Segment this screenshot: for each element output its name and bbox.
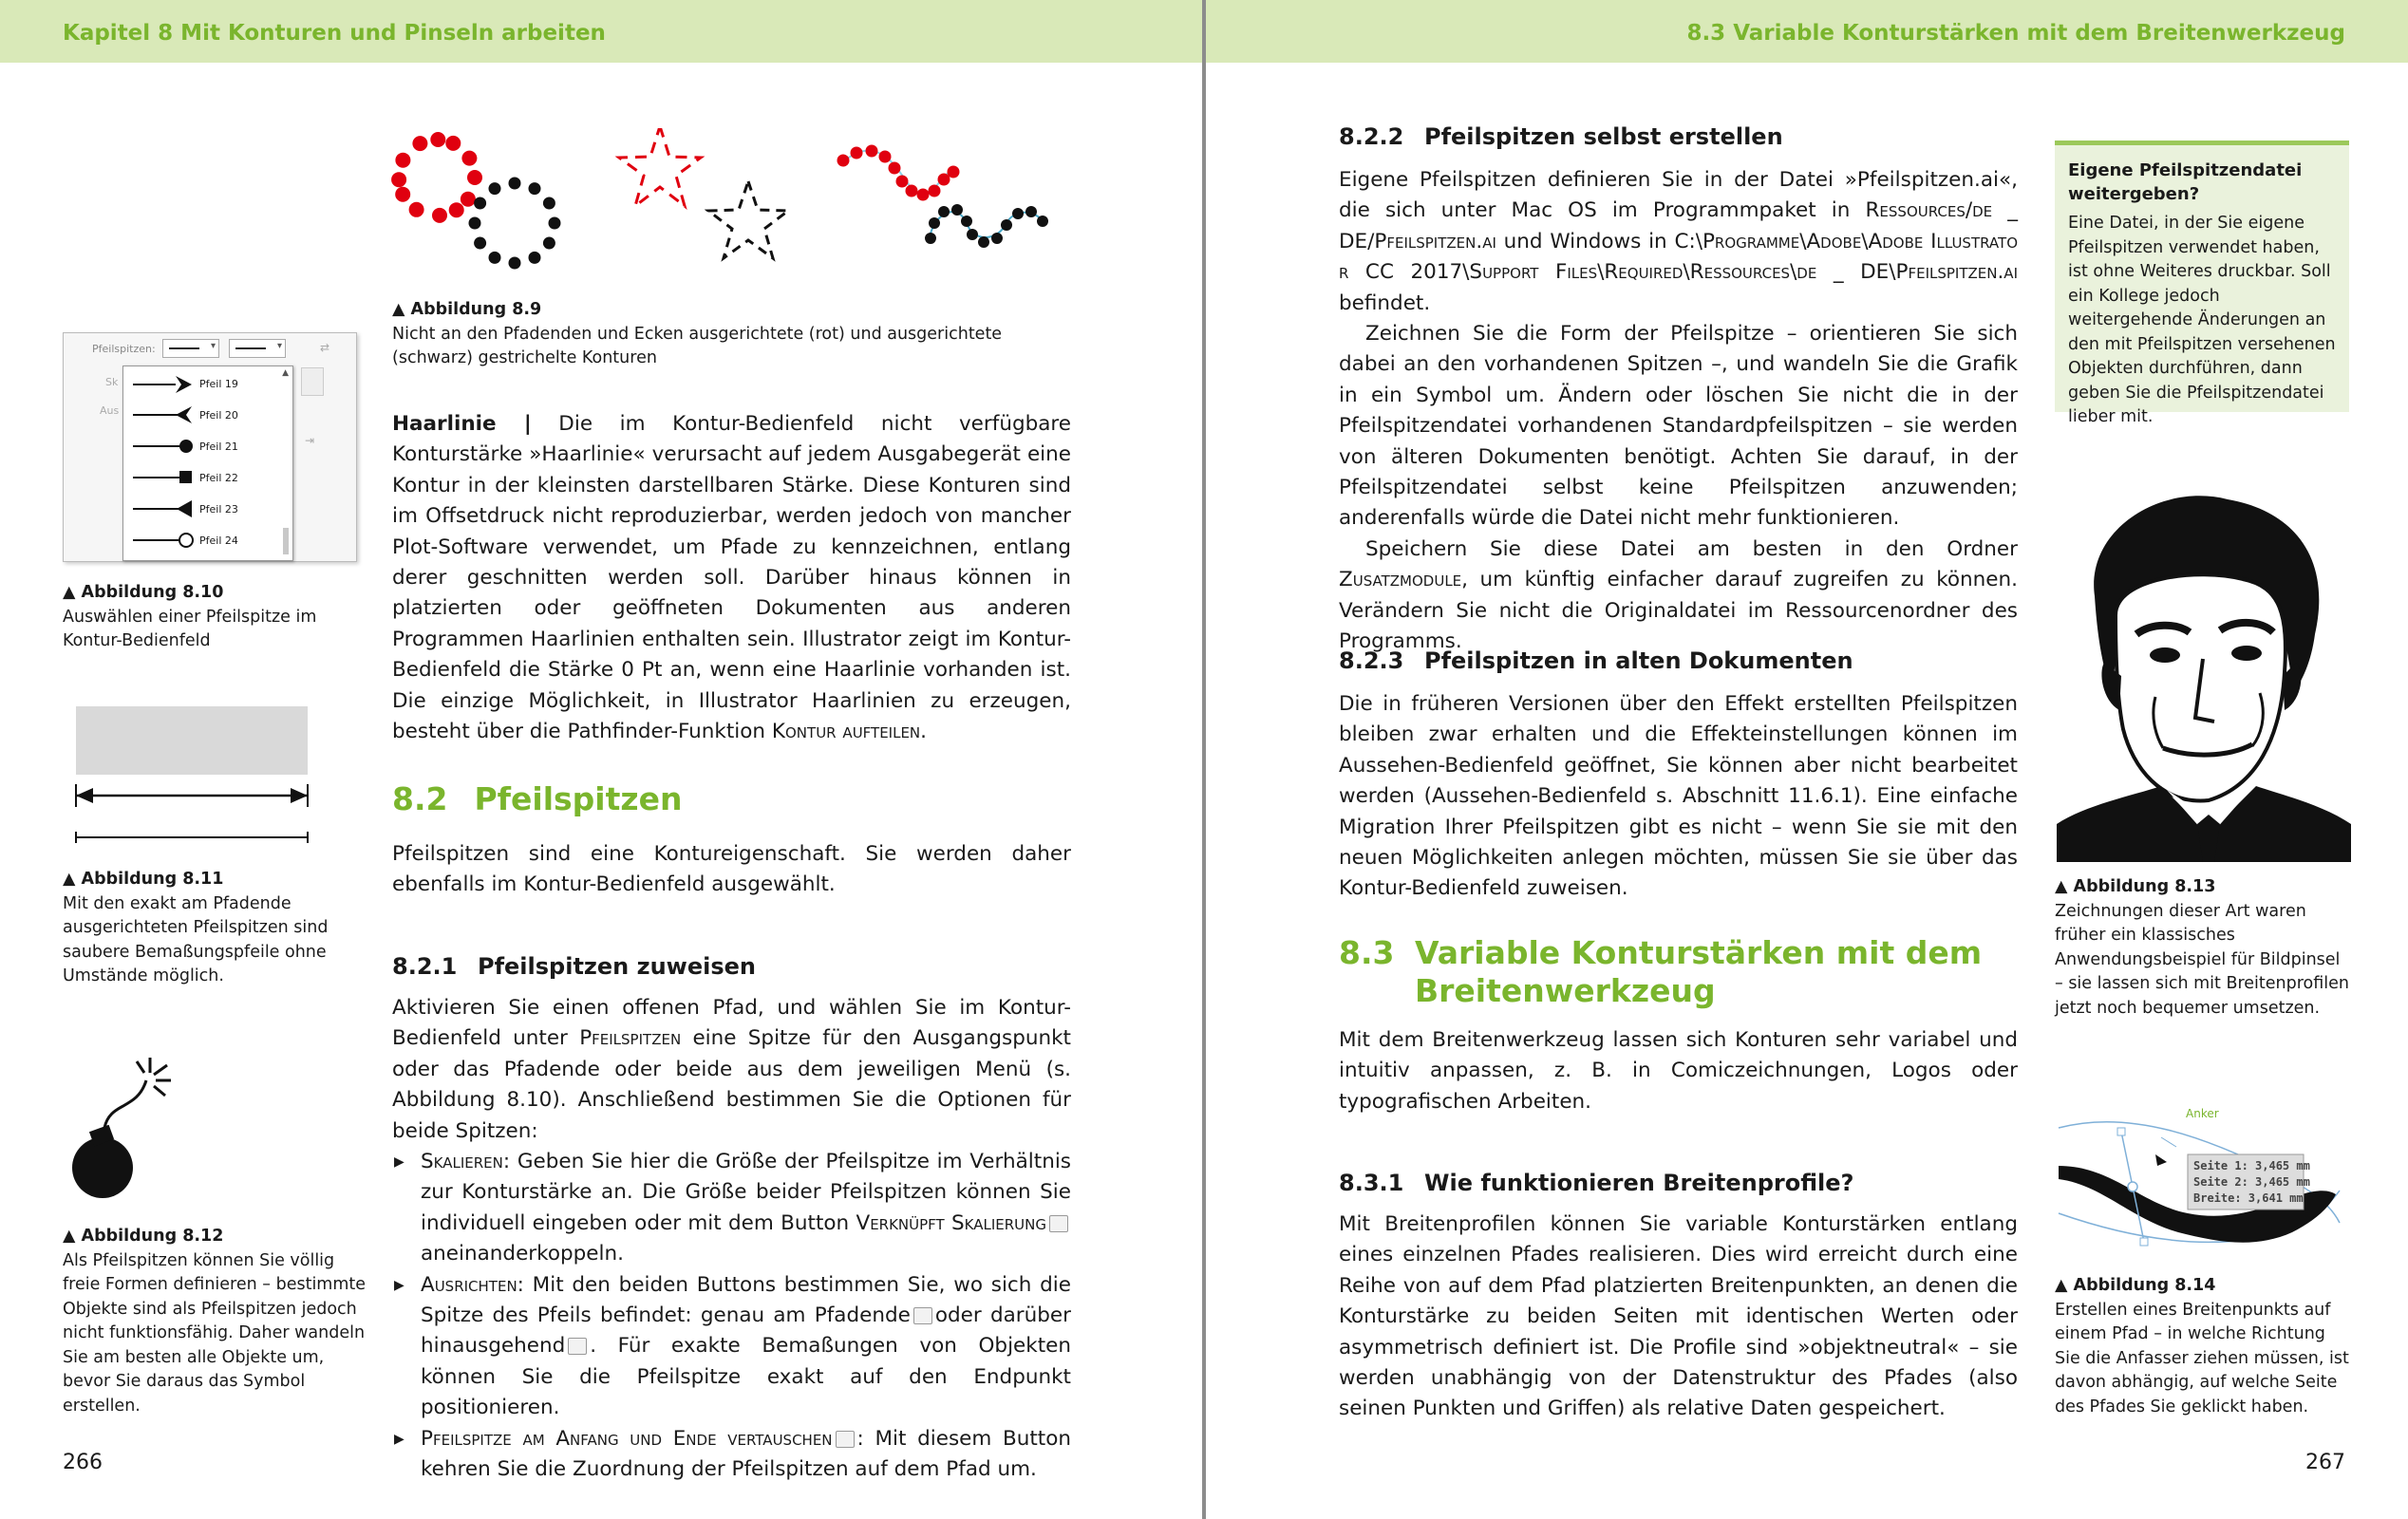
- menu-item[interactable]: Pfeil 23: [199, 503, 238, 516]
- paragraph-text: Pfeilspitzen sind eine Kontureigenschaft. Sie werden daher ebenfalls im Kontur-Bedienfeld ausgewählt.: [392, 842, 1071, 897]
- dash-dot: [1037, 216, 1048, 227]
- section-title: Breitenwerkzeug: [1415, 972, 1716, 1009]
- left-page: [0, 0, 1202, 1519]
- subsection-heading-8-2-1: [392, 953, 756, 980]
- caption-text: Auswählen einer Pfeilspitze im Kontur-Bedienfeld: [63, 607, 317, 650]
- section-number: 8.3.1: [1339, 1170, 1404, 1196]
- dash-dot: [879, 151, 892, 163]
- caption-label: ▲ Abbildung 8.10: [63, 583, 224, 602]
- red-wave-dots: [837, 145, 960, 201]
- section-title: Wie funktionieren Breitenprofile?: [1424, 1170, 1854, 1196]
- menu-term: Kontur aufteilen: [771, 720, 921, 744]
- align-end-icon: [913, 1307, 932, 1324]
- tooltip-line: Breite: 3,641 mm: [2193, 1191, 2304, 1205]
- right-page: [1206, 0, 2408, 1519]
- dash-dot: [409, 202, 424, 217]
- paragraph-8-2-3: [1339, 689, 2018, 905]
- text-run: Aktivieren Sie einen offenen Pfad, und wählen Sie im Kontur-Bedienfeld unter: [392, 996, 1071, 1051]
- panel-label: Pfeilspitzen:: [92, 343, 156, 355]
- figure-8-12-bomb: [63, 1044, 215, 1206]
- dash-dot: [889, 162, 901, 175]
- header-title: 8.3 Variable Konturstärken mit dem Breitenwerkzeug: [1686, 21, 2345, 46]
- dash-dot: [395, 153, 410, 168]
- dash-dot: [461, 151, 477, 166]
- dash-dot: [509, 257, 521, 270]
- paragraph-haarlinie: [392, 409, 1071, 747]
- section-number: 8.2.3: [1339, 647, 1404, 674]
- dash-dot: [543, 197, 555, 210]
- paragraph-8-3: [1339, 1025, 2018, 1117]
- dash-dot: [549, 217, 561, 230]
- black-wave-dots: [925, 204, 1048, 248]
- dash-dot: [449, 202, 464, 217]
- align-beyond-icon: [568, 1338, 587, 1355]
- dash-dot: [967, 229, 978, 240]
- red-dashed-star: [619, 128, 701, 206]
- folder-name: Zusatzmodule: [1339, 568, 1462, 592]
- menu-item[interactable]: Pfeil 20: [199, 409, 238, 422]
- caption-label: ▲ Abbildung 8.9: [392, 300, 542, 319]
- dash-dot: [896, 176, 909, 188]
- file-path: Ressources/de _ DE/Pfeilspitzen.ai: [1339, 198, 2018, 253]
- paragraph-text: Die in früheren Versionen über den Effekt erstellten Pfeilspitzen bleiben zwar erhalten und die Effekteinstellungen können im Aussehen-Bedienfeld geöffnet, Sie können aber nicht bearbeitet werden (Aussehen-Bedienfeld s. Abschnitt 11.6.1). Eine einfache Migration Ihrer Pfeilspitzen gibt es nicht – wenn Sie sie mit den neuen Möglichkeiten anlegen möchten, müssen Sie sie über das Kontur-Bedienfeld zuweisen.: [1339, 692, 2018, 901]
- running-header-right: [1206, 0, 2408, 63]
- section-number: 8.3: [1339, 934, 1395, 971]
- arrowhead-shapes: [123, 366, 266, 560]
- subsection-heading-8-2-3: [1339, 647, 1853, 674]
- menu-term: Pfeilspitze am Anfang und Ende vertauschen: [421, 1426, 833, 1451]
- text-run: : Mit den beiden Buttons bestimmen Sie, wo sich die Spitze des Pfeils befindet: genau am Pfadende: [421, 1272, 1071, 1328]
- paragraph-8-3-1: [1339, 1210, 2018, 1425]
- dash-dot: [474, 197, 486, 210]
- swap-arrows-icon: [836, 1431, 855, 1448]
- end-arrow-select[interactable]: ▾: [229, 339, 286, 358]
- dash-dot: [412, 136, 427, 151]
- dash-dot: [961, 216, 972, 227]
- black-dot-ring: [469, 178, 561, 270]
- section-title: Pfeilspitzen zuweisen: [478, 953, 756, 980]
- dash-dot: [929, 185, 941, 197]
- dash-dot: [543, 237, 555, 250]
- text-run: und Windows in: [1503, 229, 1667, 253]
- dash-dot: [529, 252, 541, 264]
- dash-dot: [991, 233, 1003, 244]
- dash-dot: [461, 192, 476, 207]
- swap-icon[interactable]: ⇄: [320, 341, 330, 354]
- start-arrow-select[interactable]: ▾: [162, 339, 219, 358]
- arrowhead-menu[interactable]: [122, 366, 293, 561]
- caption-8-12: [63, 1225, 367, 1418]
- align-icon[interactable]: ⇥: [305, 434, 315, 447]
- dash-dot: [1001, 219, 1012, 231]
- caption-label: ▲ Abbildung 8.13: [2055, 877, 2216, 896]
- dash-dot: [951, 204, 963, 216]
- page-number: 267: [2305, 1451, 2345, 1474]
- dash-dot: [978, 236, 989, 248]
- dash-dot: [851, 147, 863, 159]
- menu-item[interactable]: Pfeil 21: [199, 441, 238, 453]
- text-run: : Mit diesem Button kehren Sie die Zuordnung der Pfeilspitzen auf dem Pfad um.: [421, 1426, 1072, 1482]
- text-run: . Für exakte Bemaßungen von Objekten können Sie die Pfeilspitze exakt auf den Endpunkt positionieren.: [421, 1334, 1071, 1420]
- caption-text: Mit den exakt am Pfadende ausgerichteten Pfeilspitzen sind saubere Bemaßungspfeile ohne Umstände möglich.: [63, 893, 329, 985]
- caption-8-14: [2055, 1274, 2349, 1419]
- section-number: 8.2.2: [1339, 123, 1404, 150]
- paragraph-save: [1339, 534, 2018, 658]
- width-tooltip: [2193, 1158, 2310, 1207]
- text-run: eine Spitze für den Ausgangspunkt oder das Pfadende oder beide aus dem jeweiligen Menü (s. Abbildung 8.10). Anschließend bestimmen Sie die Optionen für beide Spitzen:: [392, 1026, 1071, 1143]
- text-run: Speichern Sie diese Datei am besten in den Ordner: [1365, 536, 2018, 561]
- dash-dot: [925, 233, 936, 244]
- dash-dot: [929, 217, 940, 229]
- section-number: 8.2: [392, 780, 448, 817]
- side-label: Aus: [100, 404, 120, 417]
- bullet-skalieren: [392, 1147, 1071, 1270]
- file-path: C:\Programme\Adobe\Adobe Illustrator CC 2017\Support Files\Required\Ressources\de _ DE\Pfeilspitzen.ai: [1339, 229, 2018, 285]
- tip-text: Eine Datei, in der Sie eigene Pfeilspitzen verwendet haben, ist ohne Weiteres druckbar. Soll ein Kollege jedoch weitergehende Änderungen an den mit Pfeilspitzen versehenen Objekten durchführen, dann geben Sie die Pfeilspitzendatei lieber mit.: [2068, 214, 2336, 426]
- text-run: , um künftig einfacher darauf zugreifen zu können. Verändern Sie nicht die Originaldatei im Ressourcenordner des Programms.: [1339, 568, 2018, 654]
- dash-dot: [445, 136, 461, 151]
- text-run: Eigene Pfeilspitzen definieren Sie in der Datei »Pfeilspitzen.ai«, die sich unter Mac OS im Programmpaket in: [1339, 168, 2018, 223]
- section-title: Variable Konturstärken mit dem: [1415, 934, 1983, 971]
- paragraph-text: Die im Kontur-Bedienfeld nicht verfügbare Konturstärke »Haarlinie« verursacht auf jedem Ausgabegerät eine Kontur in der kleinsten darstellbaren Stärke. Diese Konturen sind im Offsetdruck nicht reproduzierbar, werden jedoch von mancher Plot-Software verwendet, um Pfade zu kennzeichnen, entlang derer geschnitten werden soll. Darüber hinaus können in platzierten oder geöffneten Dokumenten aus anderen Programmen Haarlinien enthalten sein. Illustrator zeigt im Kontur-Bedienfeld die Stärke 0 Pt an, wenn eine Haarlinie vorhanden ist. Die einzige Möglichkeit, in Illustrator Haarlinien zu erzeugen, besteht über die Pathfinder-Funktion: [392, 412, 1072, 744]
- dash-dot: [469, 217, 481, 230]
- section-title: Pfeilspitzen selbst erstellen: [1424, 123, 1783, 150]
- section-title: Pfeilspitzen: [474, 780, 683, 817]
- menu-term: Verknüpft Skalierung: [856, 1210, 1046, 1235]
- bullet-vertauschen: [392, 1424, 1071, 1486]
- caption-text: Zeichnungen dieser Art waren früher ein klassisches Anwendungsbeispiel für Bildpinsel – sie lassen sich mit Breitenprofilen jetzt noch bequemer umsetzen.: [2055, 901, 2349, 1018]
- menu-item[interactable]: Pfeil 24: [199, 534, 238, 547]
- caption-text: Erstellen eines Breitenpunkts auf einem Pfad – in welche Richtung Sie die Anfasser ziehen müssen, ist davon abhängig, auf welche Seite des Pfades Sie geklickt haben.: [2055, 1300, 2349, 1416]
- bullet-ausrichten: [392, 1270, 1071, 1424]
- section-8-2-2-body: [1339, 165, 2018, 658]
- section-8-2-1-body: [392, 993, 1071, 1486]
- paragraph-text: Mit dem Breitenwerkzeug lassen sich Konturen sehr variabel und intuitiv anpassen, z. B. in Comiczeichnungen, Logos oder typografischen Arbeiten.: [1339, 1028, 2018, 1114]
- page-number: 266: [63, 1451, 103, 1474]
- dash-dot: [906, 185, 918, 197]
- menu-item[interactable]: Pfeil 19: [199, 378, 238, 390]
- dash-dot: [866, 145, 878, 158]
- dash-dot: [489, 182, 501, 195]
- side-label: Sk: [105, 376, 119, 388]
- text-run: befindet.: [1339, 291, 1431, 315]
- dash-dot: [837, 155, 850, 167]
- tooltip-line: Seite 1: 3,465 mm: [2193, 1159, 2310, 1172]
- section-heading-8-3: [1339, 934, 1982, 1010]
- menu-term: Skalieren: [421, 1150, 503, 1174]
- dash-dot: [489, 252, 501, 264]
- caption-8-13: [2055, 875, 2349, 1021]
- subsection-heading-8-2-2: [1339, 123, 1783, 150]
- caption-label: ▲ Abbildung 8.12: [63, 1227, 224, 1246]
- section-number: 8.2.1: [392, 953, 458, 980]
- dash-dot: [917, 189, 930, 201]
- link-scale-icon: [1049, 1215, 1068, 1232]
- figure-8-11-dimension-arrows: [63, 703, 329, 845]
- dash-dot: [948, 166, 960, 178]
- caption-label: ▲ Abbildung 8.11: [63, 870, 224, 889]
- caption-8-10: [63, 581, 348, 654]
- tip-box: [2055, 141, 2349, 426]
- dash-dot: [474, 237, 486, 250]
- text-run: : Geben Sie hier die Größe der Pfeilspitze im Verhältnis zur Konturstärke an. Die Größe beider Pfeilspitzen können Sie individuell eingeben oder mit dem Button: [421, 1150, 1071, 1235]
- header-title: Kapitel 8 Mit Konturen und Pinseln arbeiten: [63, 21, 606, 46]
- dash-dot: [391, 172, 406, 187]
- anchor-label: Anker: [2186, 1107, 2219, 1120]
- dash-dot: [529, 182, 541, 195]
- dash-dot: [509, 178, 521, 190]
- paragraph-lead: Haarlinie |: [392, 412, 532, 436]
- figure-8-13-portrait: [2057, 473, 2351, 862]
- text-run: oder darüber hinausgehend: [421, 1303, 1071, 1359]
- scrollbar-thumb[interactable]: [283, 528, 289, 554]
- figure-8-9-dashed-contours: [389, 128, 1073, 280]
- paragraph-8-2-1: [392, 993, 1071, 1147]
- dash-dot: [1025, 206, 1037, 217]
- black-dashed-star: [708, 181, 788, 258]
- section-heading-8-2: [392, 780, 682, 818]
- paragraph-8-2: [392, 839, 1071, 901]
- text-run: aneinanderkoppeln.: [421, 1242, 624, 1266]
- red-dot-ring: [391, 132, 482, 223]
- running-header-left: [0, 0, 1202, 63]
- caption-text: Nicht an den Pfadenden und Ecken ausgerichtete (rot) und ausgerichtete (schwarz) gestrichelte Konturen: [392, 324, 1003, 367]
- punctuation: .: [920, 720, 927, 744]
- tip-title: Eigene Pfeilspitzendatei weitergeben?: [2068, 160, 2303, 204]
- tooltip-line: Seite 2: 3,465 mm: [2193, 1175, 2310, 1189]
- scroll-up-icon[interactable]: ▲: [282, 368, 289, 378]
- menu-term: Pfeilspitzen: [579, 1026, 682, 1051]
- menu-item[interactable]: Pfeil 22: [199, 472, 238, 484]
- section-title: Pfeilspitzen in alten Dokumenten: [1424, 647, 1853, 674]
- link-scale-button[interactable]: [301, 367, 324, 396]
- subsection-heading-8-3-1: [1339, 1170, 1853, 1196]
- dash-dot: [432, 208, 447, 223]
- dash-dot: [467, 170, 482, 185]
- caption-text: Als Pfeilspitzen können Sie völlig freie Formen definieren – bestimmte Objekte sind als Pfeilspitzen jedoch nicht funktionsfähig. Daher wandeln Sie am besten alle Objekte um, bevor Sie daraus das Symbol erstellen.: [63, 1250, 367, 1416]
- dash-dot: [1012, 208, 1024, 219]
- dash-dot: [430, 132, 445, 147]
- dash-dot: [938, 206, 950, 217]
- menu-term: Ausrichten: [421, 1272, 517, 1297]
- paragraph-text: Mit Breitenprofilen können Sie variable Konturstärken entlang eines einzelnen Pfades realisieren. Dies wird erreicht durch eine Reihe von auf dem Pfad platzierten Breitenpunkten, an denen die Konturstärke zu beiden Seiten mit identischen Werten oder asymmetrisch definiert ist. Die Profile sind »objektneutral« – sie werden unabhängig von der Datenstruktur des Pfades (also seinen Punkten und Griffen) als relative Daten gespeichert.: [1339, 1212, 2018, 1421]
- caption-label: ▲ Abbildung 8.14: [2055, 1276, 2216, 1295]
- caption-8-9: [392, 298, 1076, 371]
- figure-8-10-panel: [63, 332, 357, 562]
- paragraph-text: Zeichnen Sie die Form der Pfeilspitze – orientieren Sie sich dabei an den vorhandenen Spitzen –, und wandeln Sie die Grafik in ein Symbol um. Ändern oder löschen Sie nicht die in der Pfeilspitzendatei vorhandenen Standardpfeilspitzen – sie werden von älteren Dokumenten benötigt. Achten Sie darauf, in der Pfeilspitzendatei selbst keine Pfeilspitzen anzuwenden; anderenfalls würde die Datei nicht mehr funktionieren.: [1339, 322, 2018, 531]
- dash-dot: [395, 187, 410, 202]
- caption-8-11: [63, 868, 367, 989]
- paragraph-file-location: [1339, 165, 2018, 319]
